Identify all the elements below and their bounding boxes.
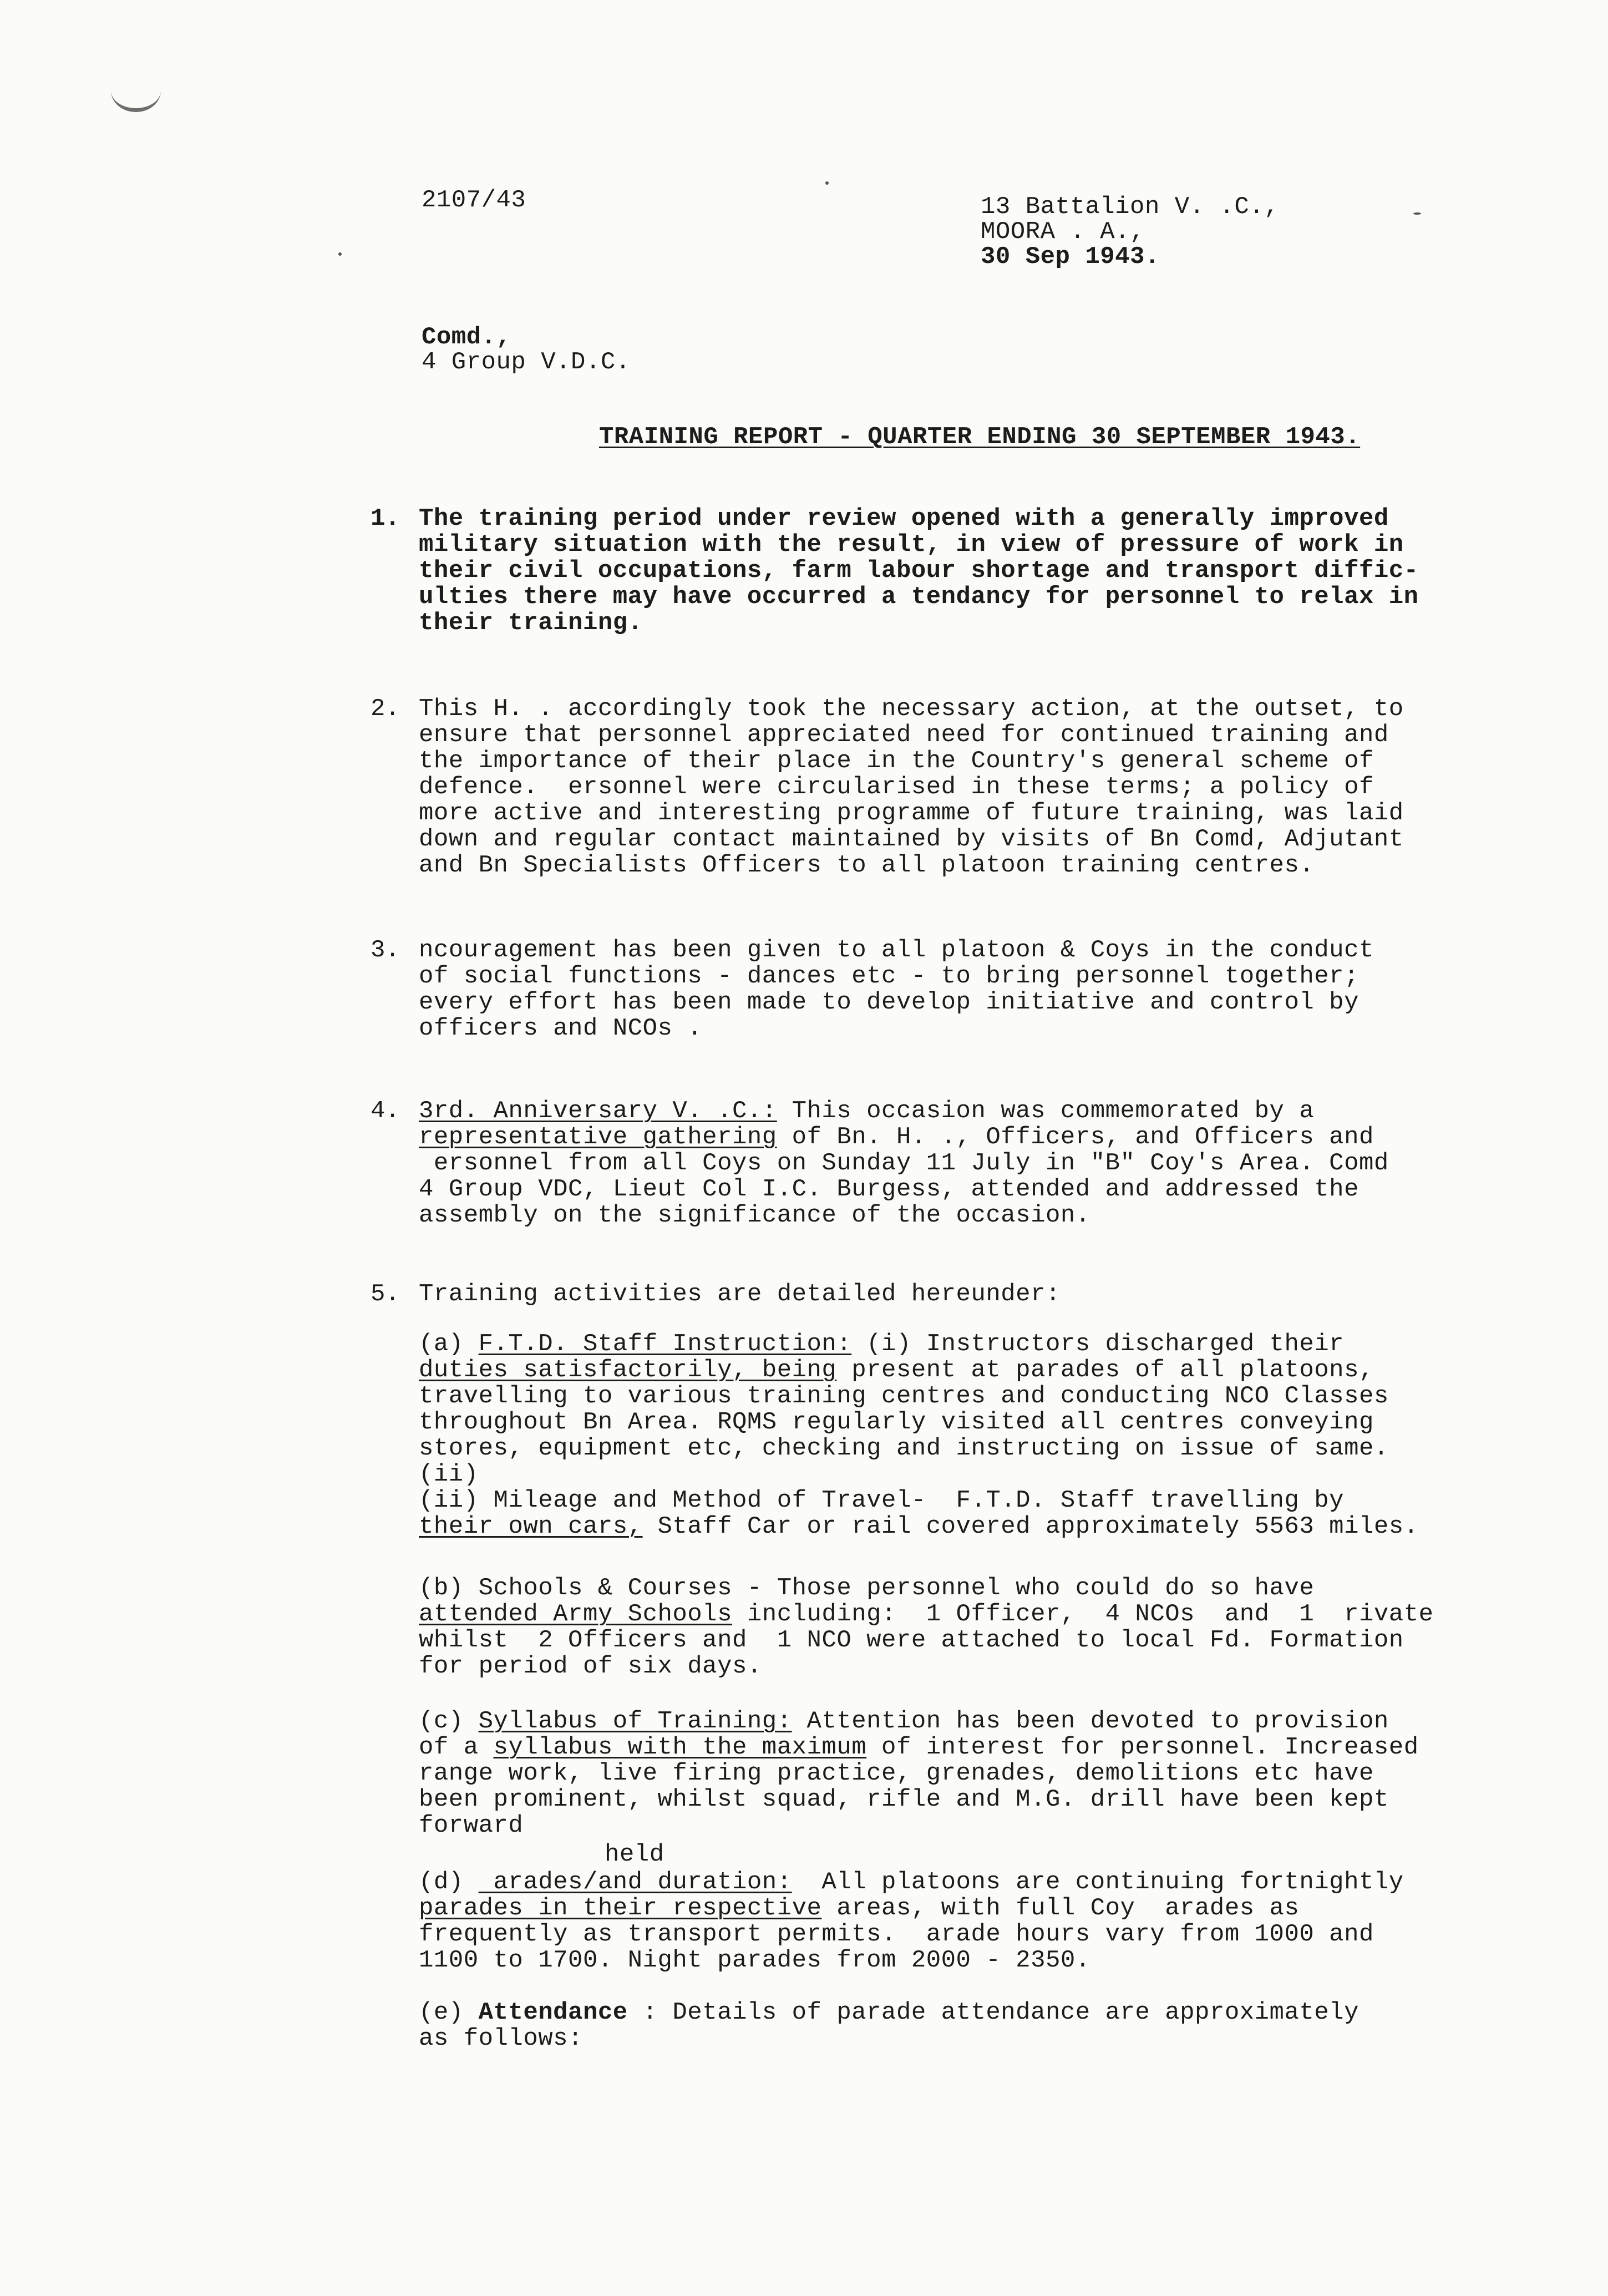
subsection-heading: Syllabus of Training: <box>478 1707 792 1735</box>
underlined-phrase: syllabus with the maximum <box>493 1734 867 1761</box>
paragraph-2 <box>419 696 1500 879</box>
text-fragment: This occasion was commemorated by a <box>777 1097 1315 1125</box>
text-line: ulties there may have occurred a tendancy for personnel to relax in <box>419 583 1419 611</box>
text-fragment: (i) Instructors discharged their <box>851 1330 1345 1358</box>
addressee-group: 4 Group V.D.C. <box>422 348 631 376</box>
paragraph-number: 5. <box>371 1280 400 1308</box>
subsection-heading: Attendance <box>478 1999 628 2026</box>
text-line: (b) Schools & Courses - Those personnel who could do so have <box>419 1574 1315 1602</box>
text-line: ncouragement has been given to all platoon & Coys in the conduct <box>419 936 1374 964</box>
paragraph-number: 2. <box>371 695 400 723</box>
text-line: forward <box>419 1812 524 1839</box>
text-line: the importance of their place in the Country's general scheme of <box>419 747 1374 775</box>
text-line: stores, equipment etc, checking and instructing on issue of same. <box>419 1435 1389 1462</box>
text-line: been prominent, whilst squad, rifle and M.G. drill have been kept <box>419 1786 1389 1813</box>
underlined-phrase: parades in their respective <box>419 1894 822 1922</box>
text-line: ersonnel from all Coys on Sunday 11 July in "B" Coy's Area. Comd <box>419 1149 1389 1177</box>
report-title: TRAINING REPORT - QUARTER ENDING 30 SEPTEMBER 1943. <box>599 423 1361 451</box>
text-fragment: areas, with full Coy arades as <box>821 1894 1300 1922</box>
subsection-d <box>419 1869 1500 1974</box>
text-line: travelling to various training centres and conducting NCO Classes <box>419 1382 1389 1410</box>
underlined-phrase: representative gathering <box>419 1123 777 1151</box>
paragraph-heading: 3rd. Anniversary V. .C.: <box>419 1097 777 1125</box>
sender-location: MOORA . A., <box>981 218 1145 246</box>
handwritten-insert: held <box>605 1841 664 1868</box>
text-fragment: including: 1 Officer, 4 NCOs and 1 rivate <box>732 1600 1434 1628</box>
paragraph-number: 3. <box>371 936 400 964</box>
text-line: down and regular contact maintained by visits of Bn Comd, Adjutant <box>419 825 1404 853</box>
text-line: 4 Group VDC, Lieut Col I.C. Burgess, attended and addressed the <box>419 1175 1359 1203</box>
scan-speck <box>338 252 342 256</box>
text-line: throughout Bn Area. RQMS regularly visited all centres conveying <box>419 1408 1374 1436</box>
paragraph-number: 4. <box>371 1097 400 1125</box>
text-line: more active and interesting programme of future training, was laid <box>419 799 1404 827</box>
letter-date: 30 Sep 1943. <box>981 243 1160 271</box>
text-line: 1100 to 1700. Night parades from 2000 - 2350. <box>419 1947 1090 1974</box>
paragraph-3 <box>419 937 1500 1042</box>
subsection-b <box>419 1575 1500 1680</box>
addressee-title: Comd., <box>422 323 511 351</box>
scan-speck <box>825 181 829 185</box>
text-fragment: of interest for personnel. Increased <box>866 1734 1419 1761</box>
subsection-label: (e) <box>419 1999 479 2026</box>
subsection-c <box>419 1709 1500 1839</box>
underlined-phrase: duties satisfactorily, being <box>419 1356 837 1384</box>
text-fragment: Attention has been devoted to provision <box>792 1707 1389 1735</box>
paragraph-5-intro <box>419 1281 1500 1307</box>
text-line: every effort has been made to develop initiative and control by <box>419 989 1359 1016</box>
reference-number: 2107/43 <box>422 186 526 214</box>
text-fragment: All platoons are continuing fortnightly <box>792 1868 1404 1896</box>
sender-unit: 13 Battalion V. .C., <box>981 193 1280 221</box>
text-line: their training. <box>419 609 643 637</box>
subsection-label: (c) <box>419 1707 479 1735</box>
text-fragment: : Details of parade attendance are approximately <box>627 1999 1359 2026</box>
text-line: their civil occupations, farm labour shortage and transport diffic- <box>419 557 1419 585</box>
punch-hole-mark <box>111 69 161 112</box>
text-line: The training period under review opened with a generally improved <box>419 505 1389 533</box>
subsection-e <box>419 2000 1500 2052</box>
text-line: This H. . accordingly took the necessary action, at the outset, to <box>419 695 1404 723</box>
subsection-a <box>419 1331 1500 1540</box>
text-line: defence. ersonnel were circularised in these terms; a policy of <box>419 773 1374 801</box>
text-line: range work, live firing practice, grenades, demolitions etc have <box>419 1760 1374 1787</box>
text-line: Training activities are detailed hereunder: <box>419 1280 1061 1308</box>
text-fragment: of Bn. H. ., Officers, and Officers and <box>777 1123 1374 1151</box>
text-line: ensure that personnel appreciated need for continued training and <box>419 721 1389 749</box>
text-fragment: of a <box>419 1734 494 1761</box>
text-line: assembly on the significance of the occasion. <box>419 1202 1090 1229</box>
underlined-phrase: attended Army Schools <box>419 1600 732 1628</box>
text-line: for period of six days. <box>419 1653 762 1680</box>
scan-speck <box>1413 212 1421 215</box>
paragraph-1 <box>419 506 1500 636</box>
subsection-label: (a) <box>419 1330 479 1358</box>
text-line: as follows: <box>419 2025 583 2052</box>
paragraph-4 <box>419 1098 1500 1229</box>
text-line: military situation with the result, in view of pressure of work in <box>419 531 1404 559</box>
text-fragment: present at parades of all platoons, <box>836 1356 1374 1384</box>
text-fragment: Staff Car or rail covered approximately 5563 miles. <box>642 1513 1419 1540</box>
text-line: frequently as transport permits. arade hours vary from 1000 and <box>419 1920 1374 1948</box>
handwritten-mark: (ii) <box>419 1461 479 1488</box>
text-line: and Bn Specialists Officers to all platoon training centres. <box>419 852 1315 879</box>
text-line: whilst 2 Officers and 1 NCO were attached to local Fd. Formation <box>419 1626 1404 1654</box>
subsection-heading: F.T.D. Staff Instruction: <box>478 1330 852 1358</box>
paragraph-number: 1. <box>371 505 400 533</box>
underlined-phrase: their own cars, <box>419 1513 643 1540</box>
text-line: of social functions - dances etc - to bring personnel together; <box>419 962 1359 990</box>
text-line: officers and NCOs . <box>419 1015 703 1042</box>
text-line: (ii) Mileage and Method of Travel- F.T.D. Staff travelling by <box>419 1487 1345 1514</box>
subsection-heading: arades/and duration: <box>478 1868 792 1896</box>
subsection-label: (d) <box>419 1868 479 1896</box>
